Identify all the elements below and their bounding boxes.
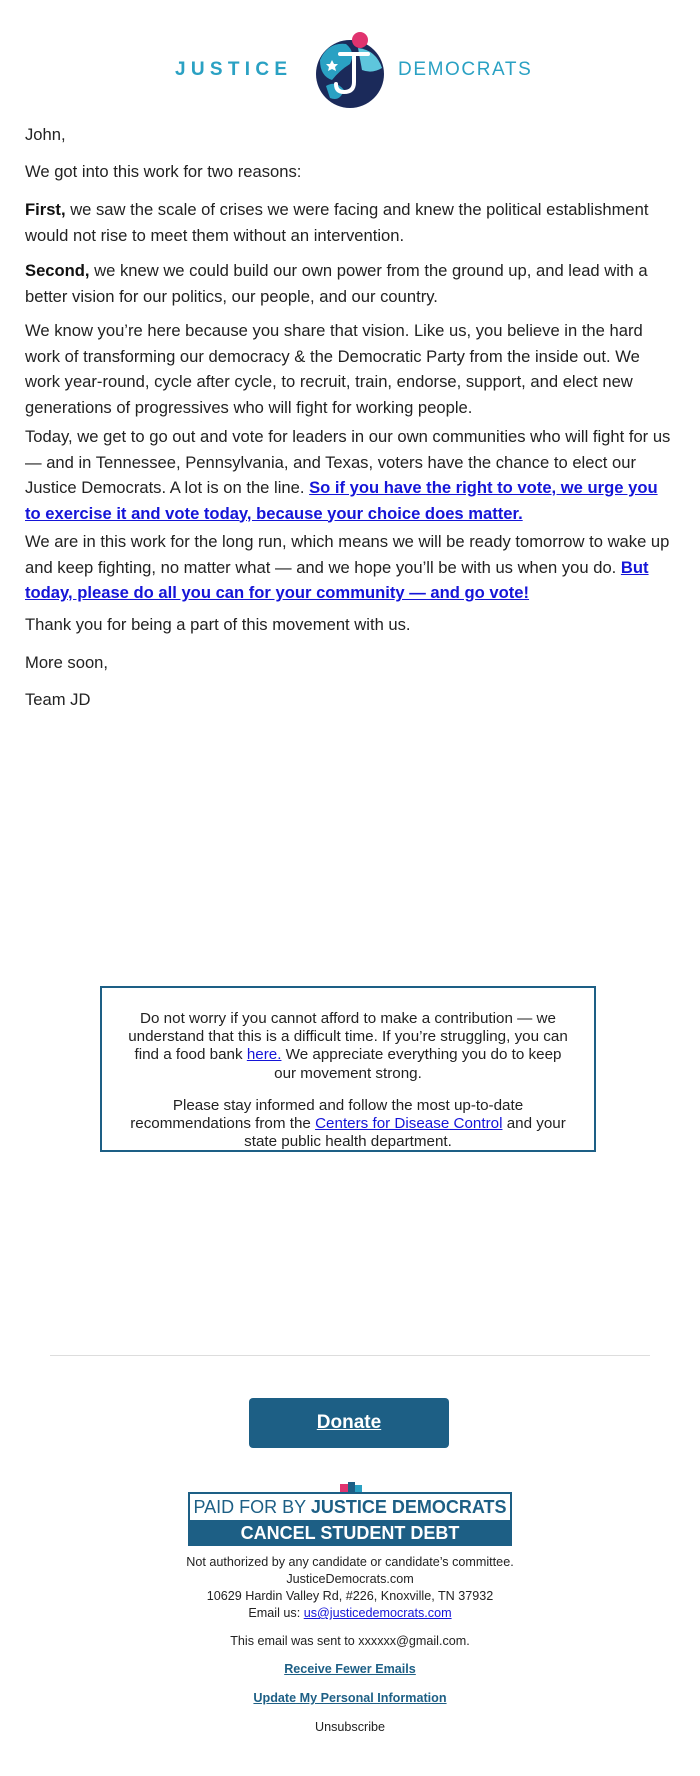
vision-paragraph: We know you’re here because you share that vision. Like us, you believe in the hard work of transforming our democracy & the Democratic Party from the inside out. We work year-round, cycle after cycle, to recruit, train, endorse, support, and elect new generations of progressives who will fight for working people. bbox=[25, 321, 643, 417]
long-run-text: We are in this work for the long run, which means we will be ready tomorrow to wake up and keep fighting, no matter what — and we hope you’ll be with us when you do. bbox=[25, 532, 670, 577]
update-personal-info-link[interactable]: Update My Personal Information bbox=[253, 1691, 447, 1705]
go-vote-link[interactable]: But today, please do all you can for your community — and go vote! bbox=[25, 557, 649, 602]
second-reason-text: we knew we could build our own power from the ground up, and lead with a better vision for our politics, our people, and our country. bbox=[25, 261, 648, 306]
unsubscribe-link[interactable]: Unsubscribe bbox=[315, 1720, 385, 1734]
long-run-paragraph bbox=[25, 529, 675, 606]
signature: Team JD bbox=[25, 690, 91, 709]
address-line: 10629 Hardin Valley Rd, #226, Knoxville, TN 37932 bbox=[206, 1589, 494, 1603]
cdc-text-after: and your state public health department. bbox=[244, 1115, 566, 1151]
food-bank-text-after: We appreciate everything you do to keep our movement strong. bbox=[274, 1046, 562, 1082]
donate-button[interactable]: Donate bbox=[249, 1398, 449, 1448]
email-link[interactable]: us@justicedemocrats.com bbox=[303, 1606, 452, 1620]
paid-for-org: JUSTICE DEMOCRATS bbox=[310, 1497, 507, 1517]
footer-divider bbox=[50, 1355, 650, 1356]
vote-today-link[interactable]: So if you have the right to vote, we urge you to exercise it and vote today, because your choice does matter. bbox=[25, 478, 658, 523]
contribution-notice-box bbox=[100, 986, 596, 1152]
signoff: More soon, bbox=[25, 653, 109, 672]
email-line bbox=[0, 1605, 700, 1622]
food-bank-text: Do not worry if you cannot afford to make a contribution — we understand that this is a difficult time. If you’re struggling, you can find a food bank bbox=[128, 1010, 568, 1064]
cancel-student-debt-line: CANCEL STUDENT DEBT bbox=[188, 1520, 512, 1546]
first-reason-paragraph bbox=[25, 197, 675, 248]
sent-to-line: This email was sent to xxxxxx@gmail.com. bbox=[230, 1634, 470, 1648]
justice-democrats-emblem-icon bbox=[310, 30, 390, 110]
food-bank-link[interactable]: here. bbox=[246, 1046, 282, 1064]
food-bank-notice bbox=[122, 1010, 574, 1083]
website-line: JusticeDemocrats.com bbox=[286, 1572, 414, 1586]
header-logo[interactable] bbox=[0, 28, 700, 112]
disclaimer-line: Not authorized by any candidate or candidate’s committee. bbox=[186, 1555, 514, 1569]
intro-paragraph: We got into this work for two reasons: bbox=[25, 162, 302, 181]
cdc-notice bbox=[122, 1097, 574, 1152]
thanks-paragraph: Thank you for being a part of this movement with us. bbox=[25, 615, 411, 634]
paid-for-line bbox=[188, 1492, 512, 1520]
logo-wordmark-democrats: DEMOCRATS bbox=[398, 59, 533, 80]
greeting: John, bbox=[25, 125, 66, 144]
cdc-link[interactable]: Centers for Disease Control bbox=[315, 1115, 503, 1133]
first-label: First, bbox=[25, 200, 66, 219]
fewer-emails-line bbox=[0, 1661, 700, 1678]
cdc-text: Please stay informed and follow the most up-to-date recommendations from the bbox=[130, 1097, 524, 1133]
first-reason-text: we saw the scale of crises we were facing and knew the political establishment would not rise to meet them without an intervention. bbox=[25, 200, 649, 245]
email-label: Email us: bbox=[248, 1606, 304, 1620]
second-label: Second, bbox=[25, 261, 90, 280]
second-reason-paragraph bbox=[25, 258, 675, 309]
receive-fewer-emails-link[interactable]: Receive Fewer Emails bbox=[284, 1662, 416, 1676]
logo-wordmark-justice: JUSTICE bbox=[175, 59, 293, 80]
paid-for-banner bbox=[188, 1480, 512, 1548]
today-paragraph bbox=[25, 424, 675, 526]
today-text: Today, we get to go out and vote for leaders in our own communities who will fight for us — and in Tennessee, Pennsylvania, and Texas, voters have the chance to elect our Justice Democrats. A lot is on the line. bbox=[25, 427, 671, 497]
update-info-line bbox=[0, 1690, 700, 1707]
paid-for-prefix: PAID FOR BY bbox=[193, 1497, 311, 1517]
